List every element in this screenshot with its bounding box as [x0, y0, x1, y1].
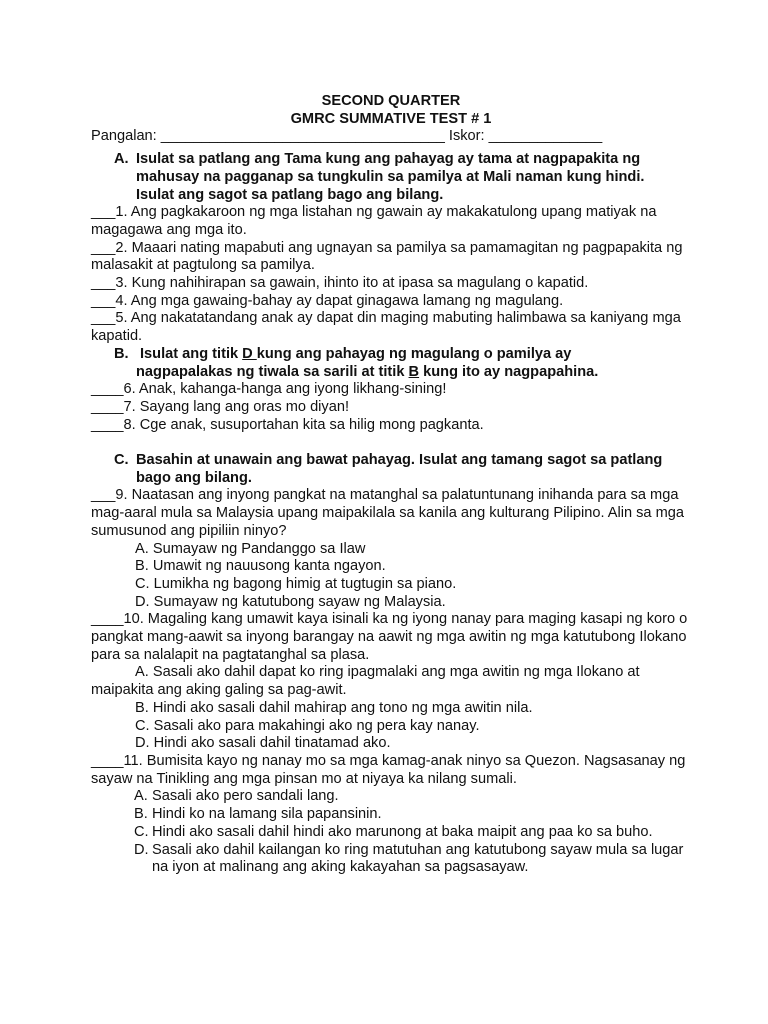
question-9: ___9. Naatasan ang inyong pangkat na matanghal sa palatuntunang inihanda para sa mga mag-aaral mula sa Malaysia upang maipakilala sa kanila ang kulturang Pilipino. Alin sa mga sumusunod ang pipiliin ninyo?: [91, 487, 684, 539]
q11-option-a-letter: A.: [134, 788, 148, 805]
q11-option-b: [91, 806, 691, 824]
q11-option-b-letter: B.: [134, 806, 148, 823]
section-a-text: Isulat sa patlang ang Tama kung ang pahayag ay tama at nagpapakita ng mahusay na pagganap sa tungkulin sa pamilya at Mali naman kung hindi. Isulat ang sagot sa patlang bago ang bilang.: [136, 151, 645, 203]
q10-option-a: A. Sasali ako dahil dapat ko ring ipagmalaki ang mga awitin ng mga Ilokano at maipakita ang aking galing sa pag-awit.: [91, 664, 640, 699]
q11-option-c-letter: C.: [134, 823, 149, 840]
q11-option-d-letter: D.: [134, 841, 149, 858]
name-score-line: Pangalan: ___________________________________ Iskor: ______________: [91, 128, 603, 145]
section-b-instructions: [91, 346, 691, 381]
q9-option-b: B. Umawit ng nauusong kanta ngayon.: [135, 558, 386, 575]
q11-option-b-text: Hindi ko na lamang sila papansinin.: [152, 806, 382, 823]
q11-option-c: [91, 824, 691, 842]
q11-option-d: [91, 842, 691, 877]
q9-option-d: D. Sumayaw ng katutubong sayaw ng Malaysia.: [135, 593, 446, 610]
q11-option-a-text: Sasali ako pero sandali lang.: [152, 788, 339, 805]
section-b-text-1: Isulat ang titik: [140, 345, 243, 362]
question-7: ____7. Sayang lang ang oras mo diyan!: [91, 398, 350, 415]
section-c-letter: C.: [114, 452, 129, 469]
document-content: [91, 93, 691, 877]
document-subtitle: GMRC SUMMATIVE TEST # 1: [290, 110, 492, 127]
question-1: ___1. Ang pagkakaroon ng mga listahan ng gawain ay makakatulong upang matiyak na magagawa ang mga ito.: [91, 204, 657, 238]
q11-option-d-text: Sasali ako dahil kailangan ko ring matutuhan ang katutubong sayaw mula sa lugar na iyon at malinang ang aking kakayahan sa pagsasayaw.: [152, 841, 684, 876]
q9-option-c: C. Lumikha ng bagong himig at tugtugin sa piano.: [135, 575, 457, 592]
question-10: ____10. Magaling kang umawit kaya isinali ka ng iyong nanay para maging kasapi ng koro o pangkat mang-aawit sa inyong barangay na aawit ng mga awitin ng mga katutubong Ilokano para sa nalalapit na pagtatanghal sa plasa.: [91, 611, 688, 663]
q10-option-c: C. Sasali ako para makahingi ako ng pera kay nanay.: [135, 717, 480, 734]
section-a-letter: A.: [114, 151, 129, 168]
document-title: SECOND QUARTER: [321, 93, 461, 109]
q10-option-d: D. Hindi ako sasali dahil tinatamad ako.: [135, 735, 391, 752]
question-4: ___4. Ang mga gawaing-bahay ay dapat ginagawa lamang ng magulang.: [91, 292, 564, 309]
letter-d-underlined: D: [242, 345, 257, 362]
blank-line: [91, 434, 691, 452]
section-b-text-2: kung ang pahayag ng magulang o pamilya ay nagpapalakas ng tiwala sa sarili at titik: [136, 345, 572, 380]
q10-option-b: B. Hindi ako sasali dahil mahirap ang tono ng mga awitin nila.: [135, 699, 533, 716]
question-6: ____6. Anak, kahanga-hanga ang iyong likhang-sining!: [91, 381, 447, 398]
question-8: ____8. Cge anak, susuportahan kita sa hilig mong pagkanta.: [91, 416, 484, 433]
section-b-text: [136, 346, 671, 381]
section-b-letter: B.: [114, 345, 129, 362]
question-3: ___3. Kung nahihirapan sa gawain, ihinto ito at ipasa sa magulang o kapatid.: [91, 275, 589, 292]
q11-option-c-text: Hindi ako sasali dahil hindi ako marunong at baka maipit ang paa ko sa buho.: [152, 823, 653, 840]
q11-option-a: [91, 788, 691, 806]
q9-option-a: A. Sumayaw ng Pandanggo sa Ilaw: [135, 540, 366, 557]
section-c-text: Basahin at unawain ang bawat pahayag. Isulat ang tamang sagot sa patlang bago ang bilang.: [136, 452, 663, 486]
section-b-text-3: kung ito ay nagpapahina.: [419, 363, 599, 380]
letter-b-underlined: B: [408, 363, 420, 380]
question-11: ____11. Bumisita kayo ng nanay mo sa mga kamag-anak ninyo sa Quezon. Nagsasanay ng sayaw na Tinikling ang mga pinsan mo at niyaya ka nilang sumali.: [91, 753, 686, 787]
section-c-instructions: [91, 452, 691, 487]
question-2: ___2. Maaari nating mapabuti ang ugnayan sa pamilya sa pamamagitan ng pagpapakita ng malasakit at pagtulong sa pamilya.: [91, 239, 683, 274]
section-a-instructions: [91, 151, 691, 204]
question-5: ___5. Ang nakatatandang anak ay dapat din maging mabuting halimbawa sa kaniyang mga kapatid.: [91, 310, 681, 345]
